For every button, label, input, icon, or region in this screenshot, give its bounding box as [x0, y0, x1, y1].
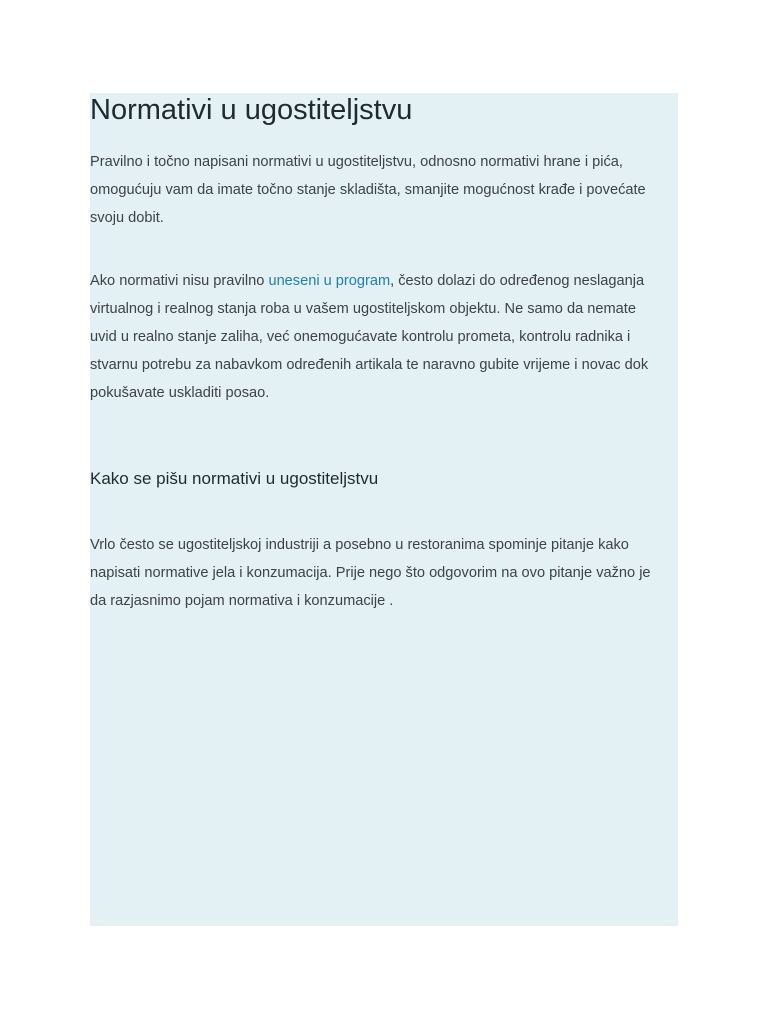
program-paragraph-text-before-link: Ako normativi nisu pravilno [90, 273, 269, 289]
intro-line: svoju dobit. [90, 210, 164, 226]
program-paragraph-line: virtualnog i realnog stanja roba u vašem ugostiteljskom objektu. Ne samo da nemate [90, 301, 636, 317]
section-paragraph-line: napisati normative jela i konzumacija. Prije nego što odgovorim na ovo pitanje važno je [90, 565, 651, 581]
intro-line: omogućuju vam da imate točno stanje skladišta, smanjite mogućnost krađe i povećate [90, 182, 646, 198]
program-paragraph-line: stvarnu potrebu za nabavkom određenih artikala te naravno gubite vrijeme i novac dok [90, 357, 649, 373]
section-paragraph-line: da razjasnimo pojam normativa i konzumacije . [90, 593, 394, 609]
program-paragraph-text-after-link: , često dolazi do određenog neslaganja [390, 273, 645, 289]
section-heading: Kako se pišu normativi u ugostiteljstvu [90, 469, 379, 488]
article-title: Normativi u ugostiteljstvu [90, 94, 413, 126]
program-link[interactable]: uneseni u program [268, 273, 391, 289]
section-paragraph [90, 531, 678, 615]
intro-paragraph [90, 148, 678, 232]
program-paragraph-line: uvid u realno stanje zaliha, već onemogućavate kontrolu prometa, kontrolu radnika i [90, 329, 631, 345]
intro-line: Pravilno i točno napisani normativi u ugostiteljstvu, odnosno normativi hrane i pića, [90, 154, 623, 170]
program-paragraph [90, 267, 678, 407]
program-paragraph-line: pokušavate uskladiti posao. [90, 385, 270, 401]
program-paragraph-line [90, 267, 678, 295]
section-paragraph-line: Vrlo često se ugostiteljskoj industriji a posebno u restoranima spominje pitanje kako [90, 537, 629, 553]
